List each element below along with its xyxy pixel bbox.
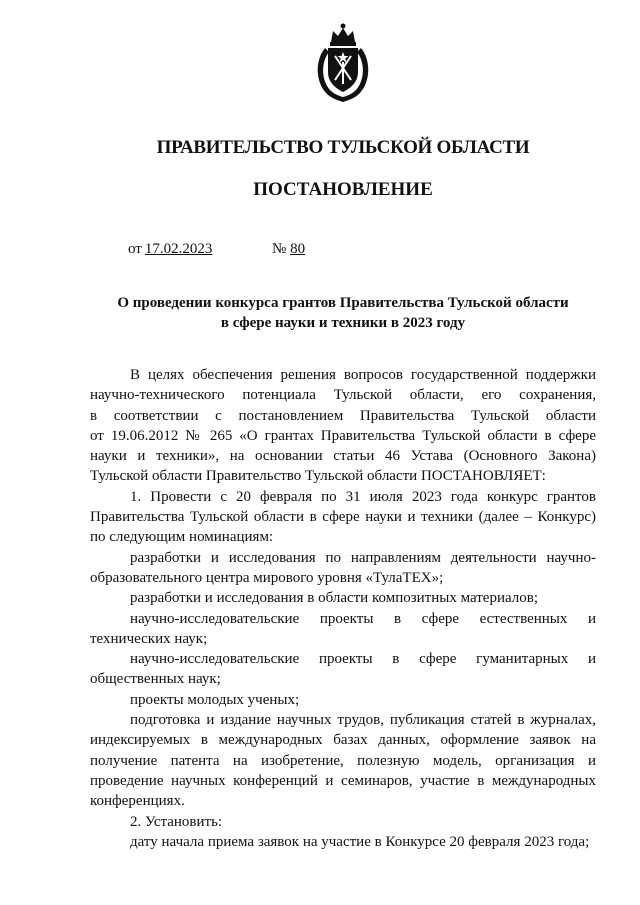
document-body bbox=[90, 365, 596, 852]
document-type: ПОСТАНОВЛЕНИЕ bbox=[253, 179, 433, 200]
body-line: общественных наук; bbox=[90, 671, 221, 688]
body-line: научно-исследовательские проекты в сфере гуманитарных и bbox=[130, 651, 596, 668]
body-line: разработки и исследования по направлениям деятельности научно- bbox=[130, 549, 596, 566]
body-line: 1. Провести с 20 февраля по 31 июля 2023 года конкурс грантов bbox=[130, 488, 596, 505]
body-line: конференциях. bbox=[90, 793, 185, 810]
subject-line-1: О проведении конкурса грантов Правительства Тульской области bbox=[117, 295, 569, 311]
body-line: разработки и исследования в области композитных материалов; bbox=[130, 590, 539, 607]
body-line: в соответствии с постановлением Правительства Тульской области bbox=[90, 407, 596, 424]
tula-region-coat-of-arms-icon bbox=[311, 22, 375, 104]
body-line: Тульской области Правительство Тульской области ПОСТАНОВЛЯЕТ: bbox=[90, 468, 546, 485]
number-prefix: № bbox=[272, 241, 287, 257]
government-title: ПРАВИТЕЛЬСТВО ТУЛЬСКОЙ ОБЛАСТИ bbox=[156, 137, 530, 158]
number-group bbox=[272, 241, 305, 258]
document-date: 17.02.2023 bbox=[144, 241, 213, 257]
body-line: получение патента на изобретение, полезную модель, организация и bbox=[90, 752, 596, 769]
body-line: научно-исследовательские проекты в сфере естественных и bbox=[130, 610, 596, 627]
body-line: 2. Установить: bbox=[130, 813, 223, 830]
date-number-row bbox=[128, 241, 306, 258]
body-line: по следующим номинациям: bbox=[90, 529, 274, 546]
body-line: технических наук; bbox=[90, 630, 208, 647]
body-line: проведение научных конференций и семинаров, участие в международных bbox=[90, 772, 596, 789]
date-prefix: от bbox=[128, 241, 142, 257]
body-line: научно-технического потенциала Тульской области, его сохранения, bbox=[90, 387, 596, 404]
body-line: образовательного центра мирового уровня «ТулаТЕХ»; bbox=[90, 569, 444, 586]
subject-line-2: в сфере науки и техники в 2023 году bbox=[220, 315, 466, 331]
document-subject bbox=[90, 293, 596, 333]
body-line: науки и техники», на основании статьи 46 Устава (Основного Закона) bbox=[90, 448, 596, 465]
body-line: индексируемых в международных базах данных, оформление заявок на bbox=[90, 732, 596, 749]
body-line: Правительства Тульской области в сфере науки и техники (далее – Конкурс) bbox=[90, 509, 596, 526]
body-line: проекты молодых ученых; bbox=[130, 691, 300, 708]
body-line: подготовка и издание научных трудов, публикация статей в журналах, bbox=[130, 712, 596, 729]
document-number: 80 bbox=[290, 241, 306, 257]
body-line: В целях обеспечения решения вопросов государственной поддержки bbox=[130, 367, 596, 383]
body-line: от 19.06.2012 № 265 «О грантах Правительства Тульской области в сфере bbox=[90, 427, 596, 444]
body-line: дату начала приема заявок на участие в Конкурсе 20 февраля 2023 года; bbox=[130, 833, 590, 850]
